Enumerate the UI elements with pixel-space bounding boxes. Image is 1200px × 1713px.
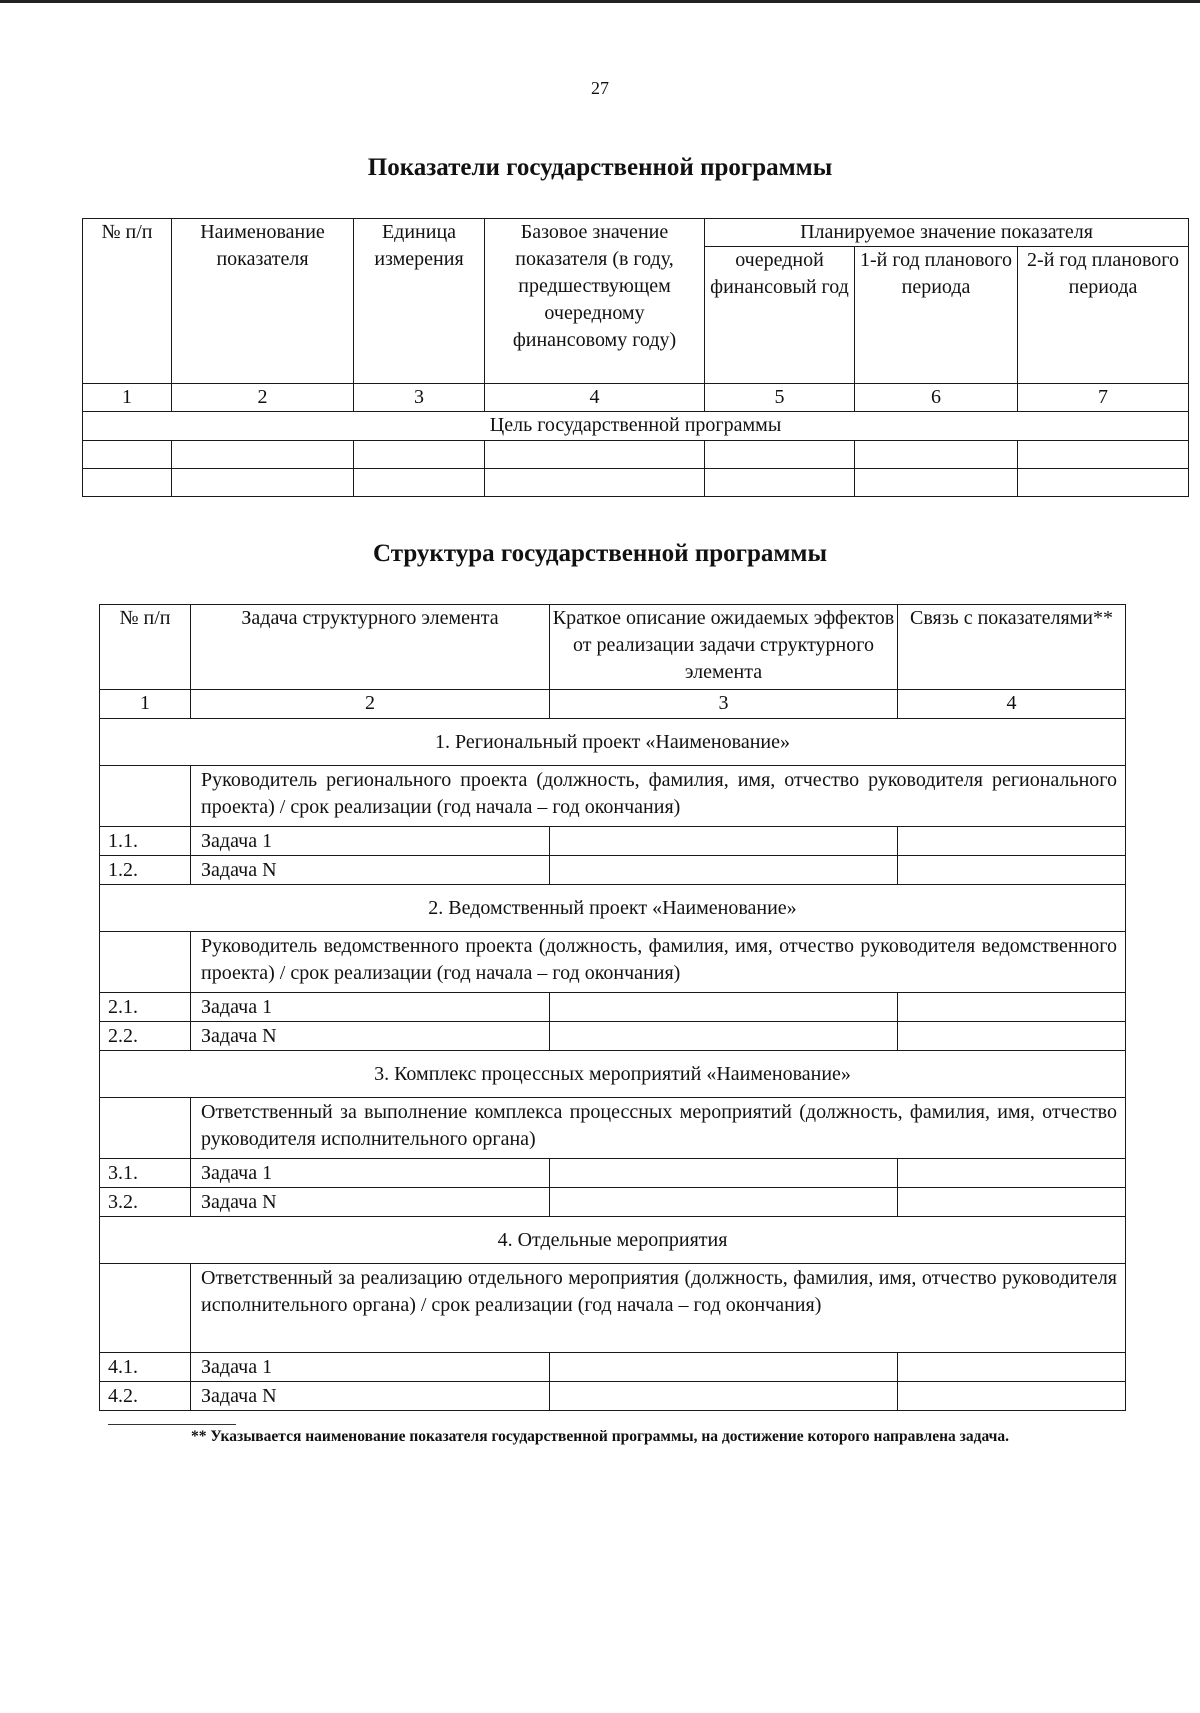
col-number: 5 [705, 384, 855, 412]
section-lead: Ответственный за выполнение комплекса процессных мероприятий (должность, фамилия, имя, отчество руководителя исполнительного органа) [191, 1098, 1126, 1159]
header-plan-year-2: 2-й год планового периода [1018, 247, 1189, 384]
goal-row: Цель государственной программы [83, 412, 1189, 441]
task-name: Задача 1 [191, 993, 550, 1022]
footnote: ** Указывается наименование показателя государственной программы, на достижение которого направлена задача. [191, 1428, 1009, 1445]
header-unit: Единица измерения [354, 219, 485, 384]
task-row [100, 1188, 1126, 1217]
header-effects: Краткое описание ожидаемых эффектов от реализации задачи структурного элемента [550, 605, 898, 690]
header-planned-value: Планируемое значение показателя [705, 219, 1189, 247]
task-name: Задача 1 [191, 1353, 550, 1382]
task-row [100, 1159, 1126, 1188]
header-plan-year-1: 1-й год планового периода [855, 247, 1018, 384]
header-num: № п/п [83, 219, 172, 384]
header-base-value: Базовое значение показателя (в году, предшествующем очередному финансовому году) [485, 219, 705, 384]
col-number: 1 [83, 384, 172, 412]
task-number: 1.1. [100, 827, 191, 856]
task-number: 4.2. [100, 1382, 191, 1411]
task-name: Задача 1 [191, 1159, 550, 1188]
task-name: Задача N [191, 1022, 550, 1051]
col-number: 7 [1018, 384, 1189, 412]
task-name: Задача 1 [191, 827, 550, 856]
task-number: 4.1. [100, 1353, 191, 1382]
structure-table [99, 604, 1126, 1411]
task-number: 2.2. [100, 1022, 191, 1051]
section-lead: Ответственный за реализацию отдельного мероприятия (должность, фамилия, имя, отчество руководителя исполнительного органа) / срок реализации (год начала – год окончания) [191, 1264, 1126, 1353]
task-row [100, 993, 1126, 1022]
task-name: Задача N [191, 856, 550, 885]
empty-row [83, 441, 1189, 469]
page-number: 27 [591, 78, 609, 98]
col-number: 3 [550, 690, 898, 719]
task-name: Задача N [191, 1382, 550, 1411]
col-number: 4 [485, 384, 705, 412]
task-row [100, 827, 1126, 856]
header-num: № п/п [100, 605, 191, 690]
header-current-year: очередной финансовый год [705, 247, 855, 384]
task-row [100, 1382, 1126, 1411]
header-task: Задача структурного элемента [191, 605, 550, 690]
section-title: 4. Отдельные мероприятия [100, 1217, 1126, 1264]
task-row [100, 1022, 1126, 1051]
section-title: 3. Комплекс процессных мероприятий «Наименование» [100, 1051, 1126, 1098]
section-lead: Руководитель регионального проекта (должность, фамилия, имя, отчество руководителя регионального проекта) / срок реализации (год начала – год окончания) [191, 766, 1126, 827]
task-row [100, 1353, 1126, 1382]
task-number: 3.1. [100, 1159, 191, 1188]
col-number: 1 [100, 690, 191, 719]
col-number: 2 [191, 690, 550, 719]
section-title: 1. Региональный проект «Наименование» [100, 719, 1126, 766]
indicators-title: Показатели государственной программы [367, 154, 833, 181]
footnote-divider [108, 1424, 236, 1425]
header-link-indicators: Связь с показателями** [898, 605, 1126, 690]
indicators-table [82, 218, 1189, 497]
col-number: 3 [354, 384, 485, 412]
page-top-border [0, 0, 1200, 3]
task-number: 3.2. [100, 1188, 191, 1217]
empty-row [83, 469, 1189, 497]
section-title: 2. Ведомственный проект «Наименование» [100, 885, 1126, 932]
header-indicator-name: Наименование показателя [172, 219, 354, 384]
col-number: 2 [172, 384, 354, 412]
col-number: 6 [855, 384, 1018, 412]
col-number: 4 [898, 690, 1126, 719]
task-row [100, 856, 1126, 885]
structure-title: Структура государственной программы [373, 540, 827, 567]
task-name: Задача N [191, 1188, 550, 1217]
section-lead: Руководитель ведомственного проекта (должность, фамилия, имя, отчество руководителя ведомственного проекта) / срок реализации (год начала – год окончания) [191, 932, 1126, 993]
task-number: 1.2. [100, 856, 191, 885]
task-number: 2.1. [100, 993, 191, 1022]
